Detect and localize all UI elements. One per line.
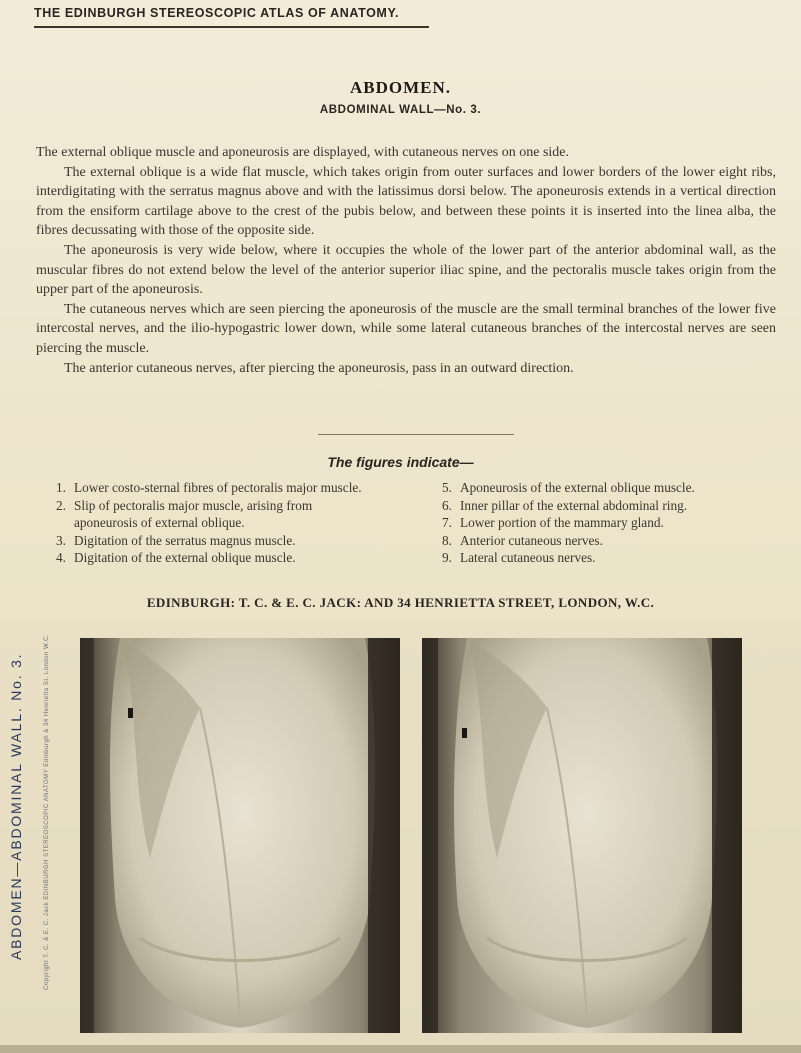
paragraph-text: The external oblique muscle and aponeurosis are displayed, with cutaneous nerves on one side. [36,145,570,160]
figure-description: Digitation of the serratus magnus muscle. [74,532,296,548]
stereo-photo-left [80,638,400,1033]
section-title: ABDOMEN. [349,78,452,97]
paragraph [36,241,776,300]
figure-key-left [56,479,366,567]
paragraph [36,300,776,359]
figure-key-item [442,532,772,550]
anatomy-photo-right [422,638,742,1033]
card-copyright: Copyright T. C. & E. C. Jack EDINBURGH STEREOSCOPIC ANATOMY Edinburgh & 34 Henrietta St. London W.C. [44,633,50,990]
figure-key-item [56,497,366,532]
figure-number: 9. [442,550,452,566]
figure-key-item [442,549,772,567]
figure-number: 5. [442,480,452,495]
figure-key-item [56,532,366,550]
paragraph-text: The aponeurosis is very wide below, where it occupies the whole of the lower part of the anterior abdominal wall, as the muscular fibres do not extend below the level of the anterior superior iliac spine, and the pectoralis muscle takes origin from the upper part of the aponeurosis. [36,242,776,298]
figure-description: Aponeurosis of the external oblique muscle. [460,480,695,495]
publisher-line: EDINBURGH: T. C. & E. C. JACK: AND 34 HENRIETTA STREET, LONDON, W.C. [146,595,655,610]
figure-key-item [56,479,366,497]
figure-description: Lower portion of the mammary gland. [460,515,664,531]
atlas-title: THE EDINBURGH STEREOSCOPIC ATLAS OF ANATOMY. [34,6,400,20]
stereo-photo-right [422,638,742,1033]
figure-number: 1. [56,480,66,495]
figure-number: 2. [56,497,66,513]
figure-number: 6. [442,497,452,513]
figure-description: Anterior cutaneous nerves. [460,532,603,548]
plate-subtitle: ABDOMINAL WALL—No. 3. [319,104,482,116]
figure-key-item [56,549,366,567]
paragraph-text: The cutaneous nerves which are seen piercing the aponeurosis of the muscle are the small terminal branches of the lower five intercostal nerves, and the ilio-hypogastric lower down, while some lateral cutaneous branches of the intercostal nerves are seen piercing the muscle. [36,301,776,356]
figure-description: Slip of pectoralis major muscle, arising from aponeurosis of external oblique. [74,497,313,531]
figure-number: 8. [442,532,452,548]
header-rule [34,26,429,28]
figure-description: Lower costo-sternal fibres of pectoralis major muscle. [74,480,362,495]
figure-key-item [442,514,772,532]
divider [318,434,514,435]
card-side-label: ABDOMEN—ABDOMINAL WALL. No. 3. [8,652,24,960]
figure-number: 4. [56,550,66,566]
paragraph [36,359,776,379]
anatomy-photo-left [80,638,400,1033]
card-edge [0,1045,801,1053]
paragraph [36,143,776,163]
figure-key-item [442,479,772,497]
description-text [36,143,776,378]
figure-key-right [442,479,772,567]
paragraph-text: The anterior cutaneous nerves, after piercing the aponeurosis, pass in an outward direction. [64,360,574,376]
paragraph-text: The external oblique is a wide flat muscle, which takes origin from outer surfaces and lower borders of the lower eight ribs, interdigitating with the serratus magnus above and with the latissimus dorsi below. The aponeurosis extends in a vertical direction from the ensiform cartilage above to the crest of the pubis below, and between these points it is inserted into the linea alba, the fibres decussating with those of the opposite side. [36,164,776,239]
paragraph [36,163,776,241]
figure-description: Digitation of the external oblique muscle. [74,550,296,566]
figure-description: Lateral cutaneous nerves. [460,550,596,566]
figures-heading: The figures indicate— [327,454,474,470]
figure-number: 3. [56,532,66,548]
figure-number: 7. [442,515,452,531]
figure-key-item [442,497,772,515]
figure-description: Inner pillar of the external abdominal ring. [460,497,688,513]
